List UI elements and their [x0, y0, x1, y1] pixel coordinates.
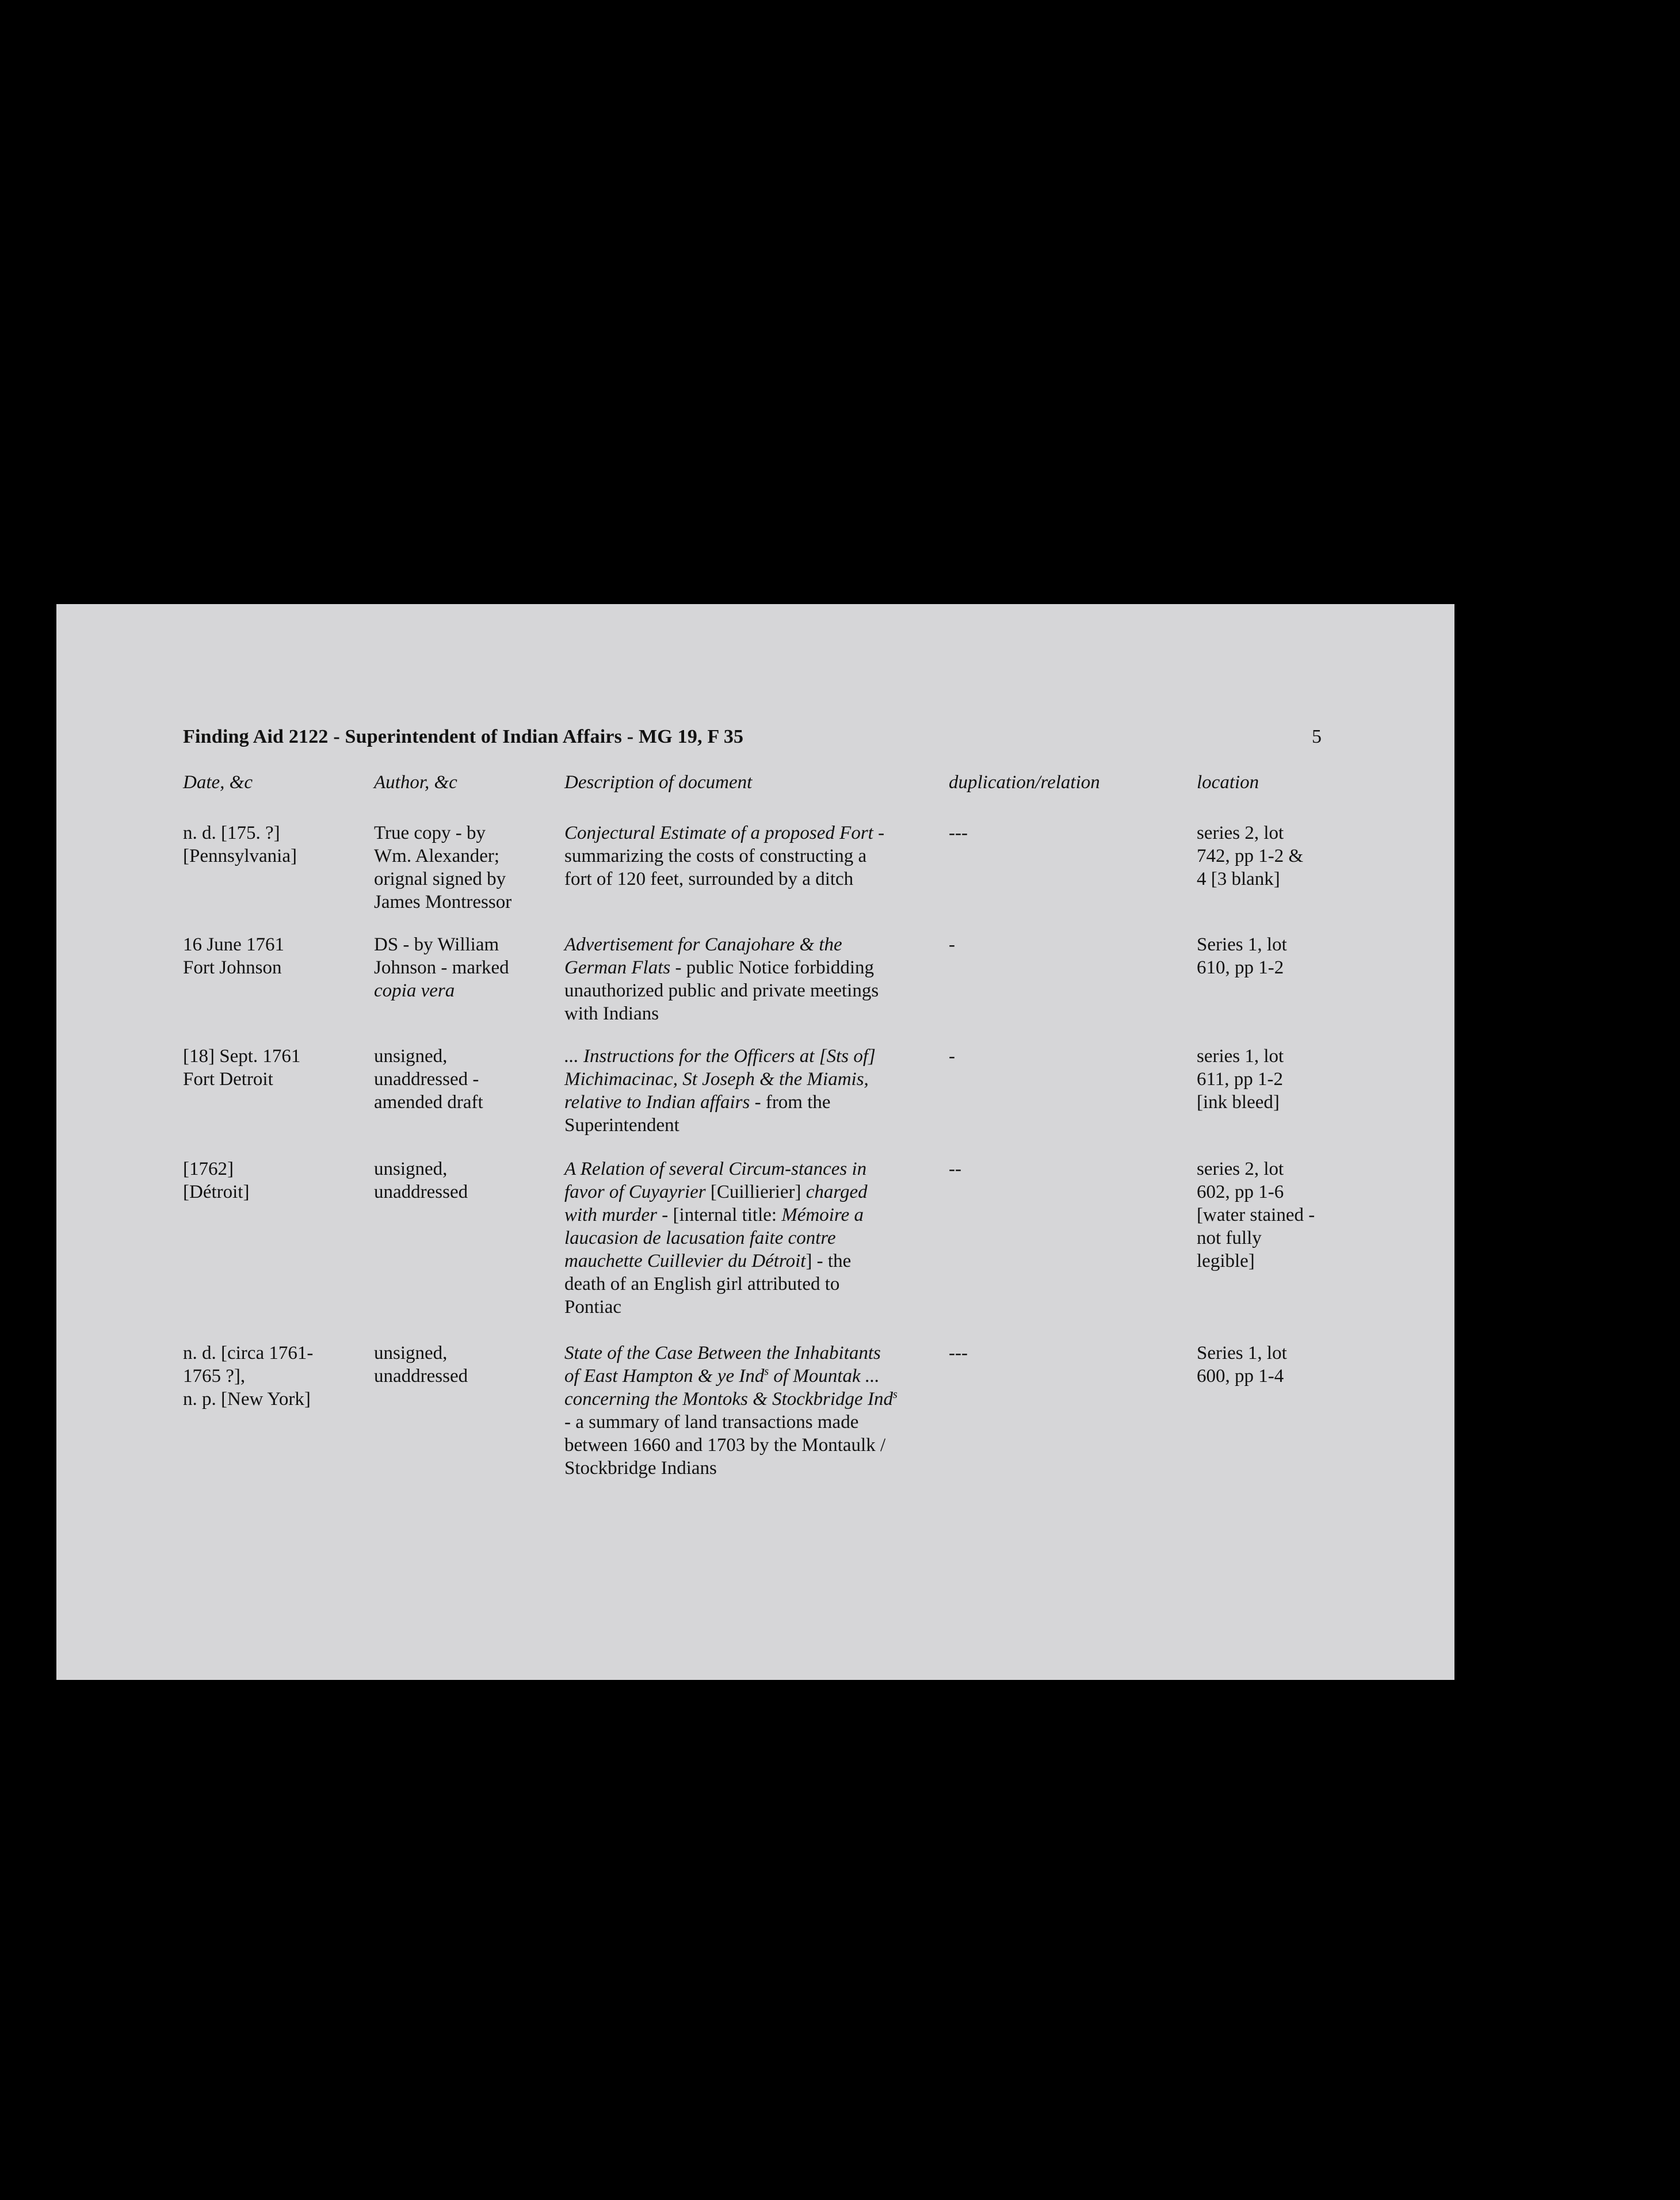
row-1-location: series 2, lot 742, pp 1-2 & 4 [3 blank]: [1197, 823, 1304, 889]
row-4-description: A Relation of several Circum-stances in favor of Cuyayrier [Cuillierier] charged with murder - [internal title: Mémoire a laucasion de lacusation faite contre mauchette Cuillevier du Détroit] - the death of an English girl attributed to Pontiac: [564, 1159, 868, 1317]
column-header-relation: duplication/relation: [949, 772, 1100, 793]
row-1-date: n. d. [175. ?] [Pennsylvania]: [183, 823, 297, 866]
row-4-author: unsigned, unaddressed: [374, 1159, 468, 1202]
row-3-description: ... Instructions for the Officers at [Sts of] Michimacinac, St Joseph & the Miamis, relative to Indian affairs - from the Superintendent: [564, 1046, 876, 1136]
row-5-location: Series 1, lot 600, pp 1-4: [1197, 1343, 1287, 1387]
row-5-description: State of the Case Between the Inhabitants of East Hampton & ye Ind$^s$ of Mountak ... concerning the Montoks & Stockbridge Ind$^s$ - a summary of land transactions made between 1660 and 1703 by the Montaulk / Stockbridge Indians: [564, 1343, 898, 1479]
row-3-location: series 1, lot 611, pp 1-2 [ink bleed]: [1197, 1046, 1284, 1113]
row-2-description: Advertisement for Canajohare & the German Flats - public Notice forbidding unauthorized public and private meetings with Indians: [564, 934, 879, 1024]
column-header-author: Author, &c: [374, 772, 457, 793]
row-4-date: [1762] [Détroit]: [183, 1159, 250, 1202]
row-3-date: [18] Sept. 1761 Fort Detroit: [183, 1046, 301, 1090]
row-3-relation: -: [949, 1046, 955, 1067]
row-5-date: n. d. [circa 1761- 1765 ?], n. p. [New York]: [183, 1343, 314, 1410]
column-header-date: Date, &c: [183, 772, 253, 793]
row-4-relation: --: [949, 1159, 961, 1179]
row-5-relation: ---: [949, 1343, 968, 1363]
column-header-location: location: [1197, 772, 1259, 793]
row-2-relation: -: [949, 934, 955, 955]
document-page: [56, 604, 1454, 1680]
page-number: 5: [1312, 726, 1322, 747]
row-5-author: unsigned, unaddressed: [374, 1343, 468, 1387]
row-3-author: unsigned, unaddressed - amended draft: [374, 1046, 483, 1113]
row-1-description: Conjectural Estimate of a proposed Fort - summarizing the costs of constructing a fort of 120 feet, surrounded by a ditch: [564, 823, 885, 889]
row-1-author: True copy - by Wm. Alexander; orignal signed by James Montressor: [374, 823, 512, 912]
row-4-location: series 2, lot 602, pp 1-6 [water stained - not fully legible]: [1197, 1159, 1315, 1271]
row-2-location: Series 1, lot 610, pp 1-2: [1197, 934, 1287, 978]
row-1-relation: ---: [949, 823, 968, 843]
row-2-author: DS - by William Johnson - marked copia vera: [374, 934, 509, 1001]
page-title: Finding Aid 2122 - Superintendent of Indian Affairs - MG 19, F 35: [183, 726, 744, 747]
row-2-date: 16 June 1761 Fort Johnson: [183, 934, 284, 978]
column-header-description: Description of document: [564, 772, 753, 793]
